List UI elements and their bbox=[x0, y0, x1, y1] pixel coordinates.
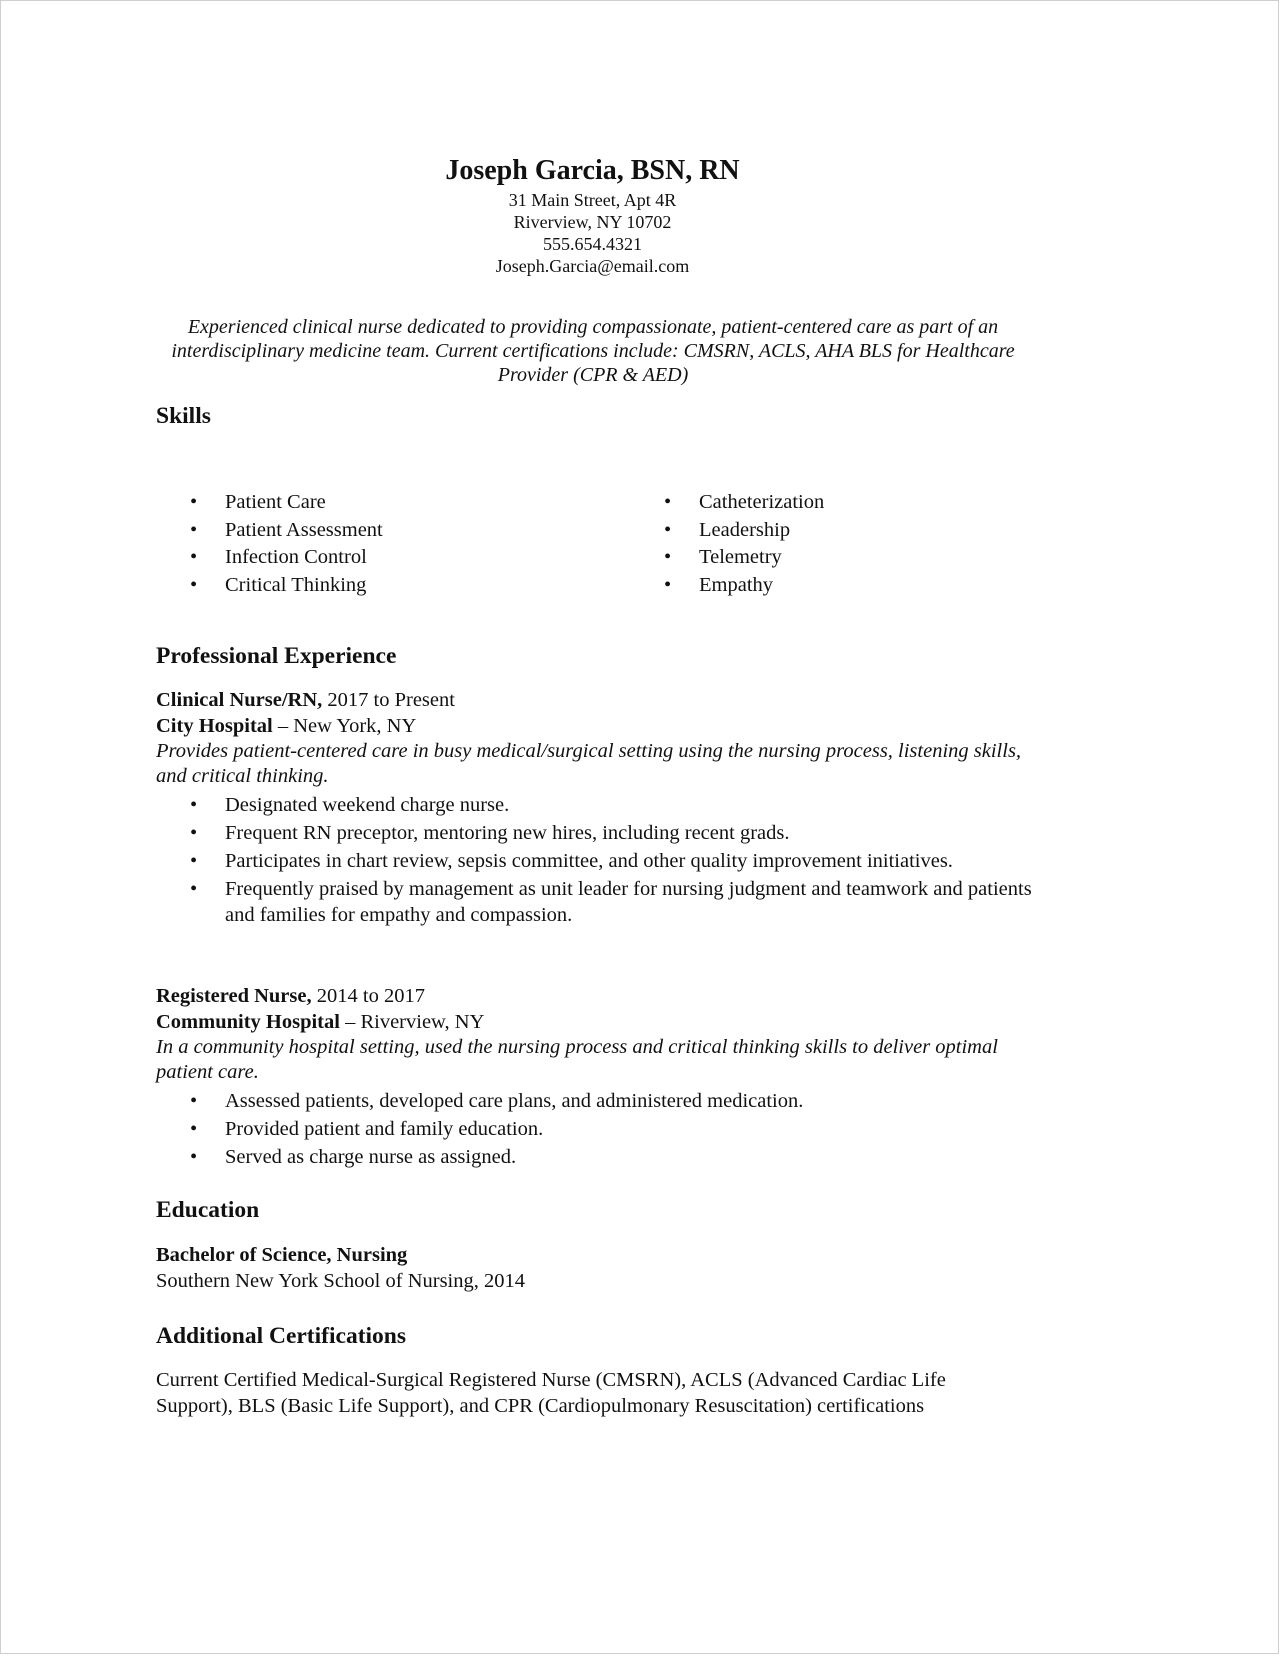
job-title: Clinical Nurse/RN, bbox=[156, 689, 323, 711]
candidate-name: Joseph Garcia, BSN, RN bbox=[445, 155, 740, 186]
job-dates: 2017 to Present bbox=[327, 689, 455, 711]
list-item: • Telemetry bbox=[664, 546, 782, 568]
list-item: • Frequent RN preceptor, mentoring new hires, including recent grads. bbox=[190, 822, 790, 844]
phone-number: 555.654.4321 bbox=[543, 234, 642, 254]
job-title-line bbox=[156, 687, 1036, 713]
list-item: • Critical Thinking bbox=[190, 573, 367, 596]
education-entry bbox=[156, 1242, 1036, 1294]
address-line-2: Riverview, NY 10702 bbox=[513, 212, 672, 232]
list-item: • Participates in chart review, sepsis committee, and other quality improvement initiatives. bbox=[190, 850, 953, 872]
employer-location: – New York, NY bbox=[277, 715, 417, 737]
resume-header bbox=[1, 153, 1184, 277]
employer-line bbox=[156, 1009, 1036, 1035]
list-item: • Empathy bbox=[664, 573, 774, 596]
job-entry-2 bbox=[156, 983, 1036, 1170]
list-item: • Served as charge nurse as assigned. bbox=[190, 1146, 517, 1168]
skills-list-right bbox=[630, 489, 1060, 599]
job-title-line bbox=[156, 983, 1036, 1009]
list-item: • Infection Control bbox=[190, 546, 367, 568]
email-address: Joseph.Garcia@email.com bbox=[495, 256, 690, 276]
employer-location: – Riverview, NY bbox=[345, 1011, 485, 1033]
professional-summary: Experienced clinical nurse dedicated to providing compassionate, patient-centered care as part of an interdisciplinary medicine team. Current certifications include: CMSRN, ACLS, AHA BLS for Healthcare Provider (CPR & AED) bbox=[171, 316, 1015, 386]
list-item: • Provided patient and family education. bbox=[190, 1118, 544, 1140]
job-bullets bbox=[156, 792, 1036, 928]
employer-name: City Hospital bbox=[156, 715, 273, 737]
skills-list-left bbox=[156, 489, 586, 599]
education-heading: Education bbox=[156, 1197, 260, 1223]
list-item: • Patient Assessment bbox=[190, 518, 383, 541]
list-item: • Patient Care bbox=[190, 491, 326, 513]
employer-line bbox=[156, 713, 1036, 739]
job-title: Registered Nurse, bbox=[156, 985, 312, 1007]
job-entry-1 bbox=[156, 687, 1036, 928]
list-item: • Designated weekend charge nurse. bbox=[190, 794, 510, 816]
list-item: • Catheterization bbox=[664, 491, 825, 513]
experience-heading: Professional Experience bbox=[156, 643, 397, 669]
degree-name: Bachelor of Science, Nursing bbox=[156, 1244, 408, 1266]
list-item: • Frequently praised by management as unit leader for nursing judgment and teamwork and patients and families for empathy and compassion. bbox=[190, 878, 1032, 926]
employer-name: Community Hospital bbox=[156, 1011, 340, 1033]
list-item: • Assessed patients, developed care plans, and administered medication. bbox=[190, 1090, 804, 1112]
certifications-heading: Additional Certifications bbox=[156, 1323, 407, 1349]
job-description: In a community hospital setting, used the nursing process and critical thinking skills to deliver optimal patient care. bbox=[156, 1036, 998, 1083]
list-item: • Leadership bbox=[664, 518, 791, 541]
job-dates: 2014 to 2017 bbox=[316, 985, 425, 1007]
job-description: Provides patient-centered care in busy medical/surgical setting using the nursing process, listening skills, and critical thinking. bbox=[156, 740, 1022, 787]
skills-heading: Skills bbox=[156, 403, 211, 429]
job-bullets bbox=[156, 1088, 1036, 1170]
school-name: Southern New York School of Nursing, 2014 bbox=[156, 1270, 525, 1292]
address-line-1: 31 Main Street, Apt 4R bbox=[508, 190, 677, 210]
certifications-text: Current Certified Medical-Surgical Registered Nurse (CMSRN), ACLS (Advanced Cardiac Life Support), BLS (Basic Life Support), and CPR (Cardiopulmonary Resuscitation) certifications bbox=[156, 1369, 946, 1417]
